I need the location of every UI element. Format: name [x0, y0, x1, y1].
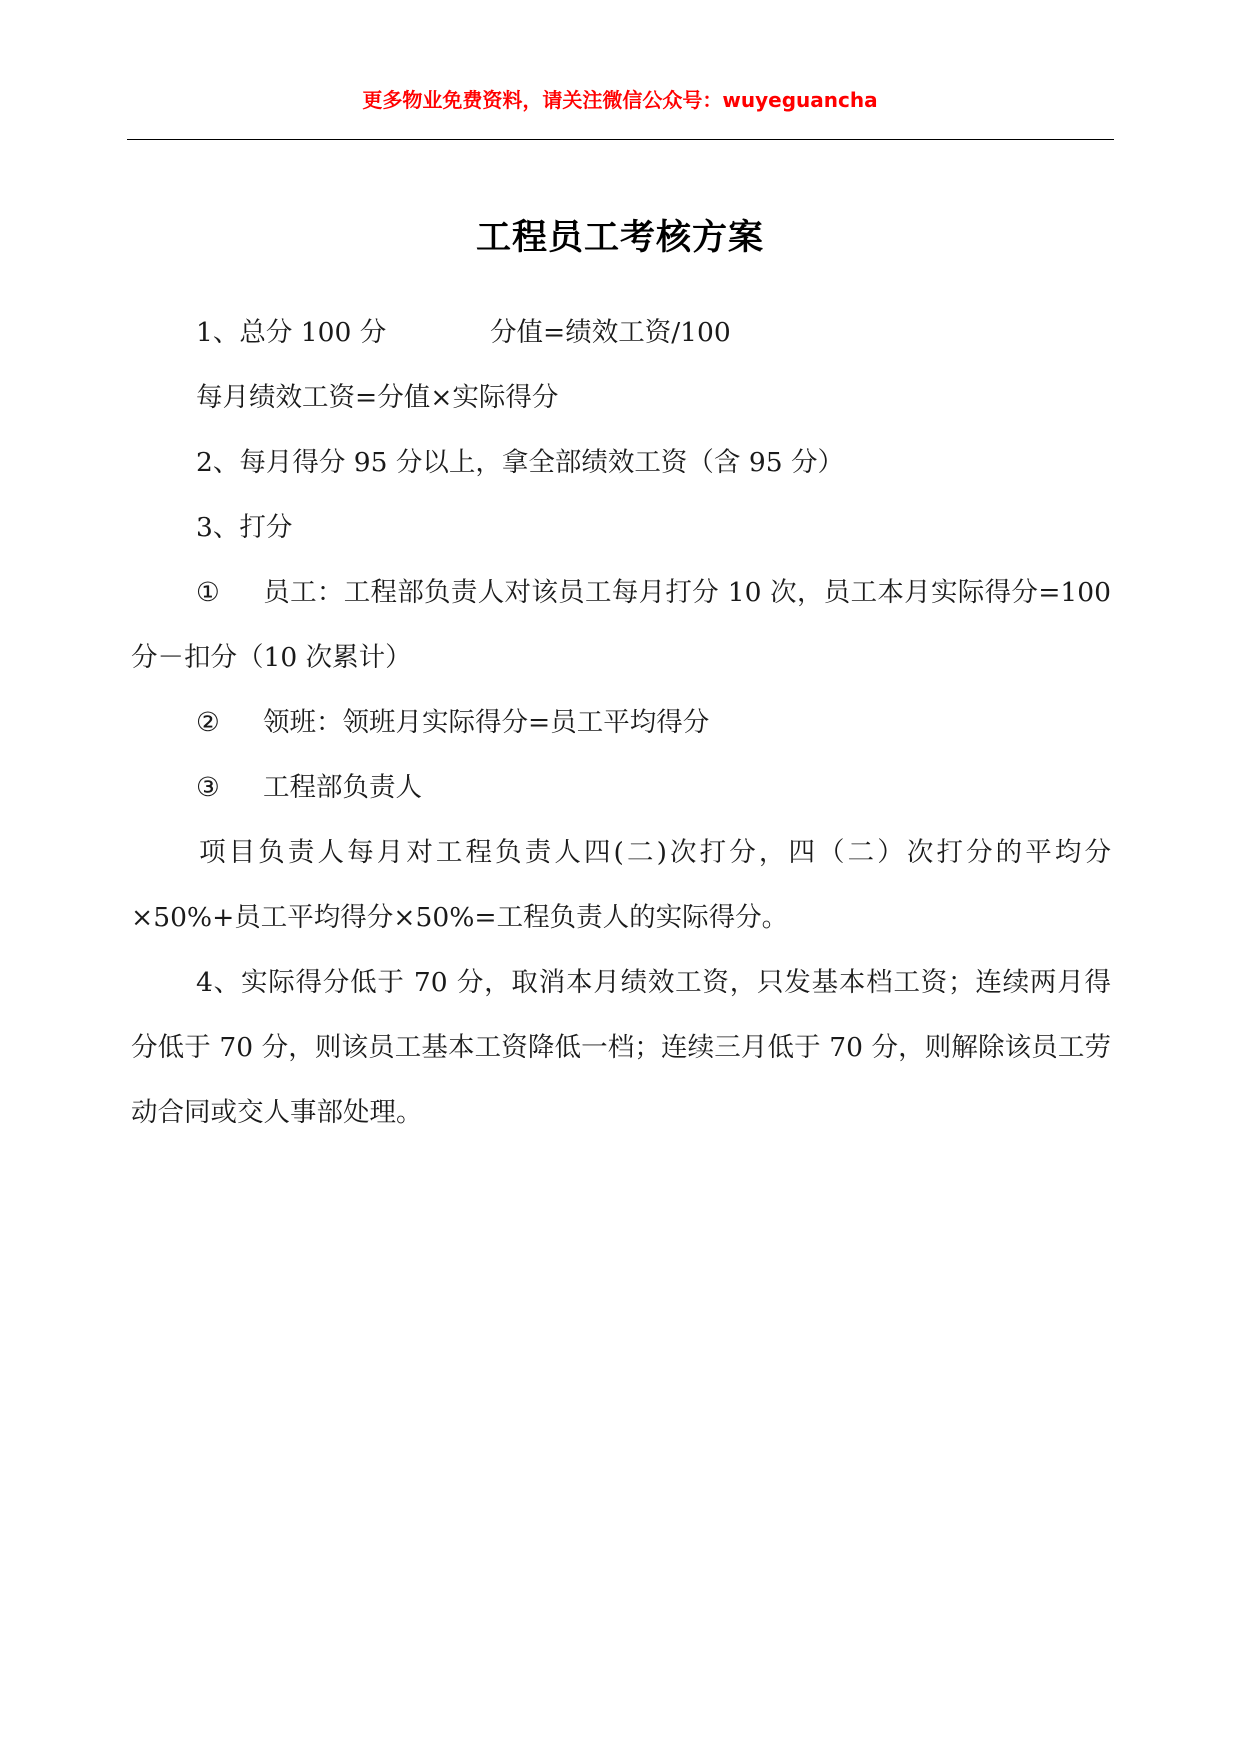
header-divider [127, 139, 1114, 140]
monthly-formula: 每月绩效工资=分值×实际得分 [196, 382, 559, 413]
sub-item-employee-text: 员工：工程部负责人对该员工每月打分 10 次，员工本月实际得分=100 分－扣分（10 次累计） [131, 577, 1111, 673]
sub-item-marker-1: ① [196, 577, 220, 608]
project-manager-text: 项目负责人每月对工程负责人四(二)次打分，四（二）次打分的平均分×50%+员工平均得分×50%=工程负责人的实际得分。 [131, 837, 1111, 933]
sub-item-foreman-text: 领班：领班月实际得分=员工平均得分 [263, 707, 710, 738]
item3-heading: 3、打分 [196, 512, 293, 543]
document-title: 工程员工考核方案 [475, 218, 764, 258]
sub-item-marker-2: ② [196, 707, 220, 738]
header-promo-text: 更多物业免费资料，请关注微信公众号：wuyeguancha [362, 88, 878, 112]
sub-item-foreman [196, 690, 709, 755]
item1-total: 1、总分 100 分 [196, 317, 387, 348]
item1-formula: 分值=绩效工资/100 [490, 317, 731, 348]
sub-item-marker-3: ③ [196, 772, 220, 803]
item4-text: 4、实际得分低于 70 分，取消本月绩效工资，只发基本档工资；连续两月得分低于 70 分，则该员工基本工资降低一档；连续三月低于 70 分，则解除该员工劳动合同或交人事部处理。 [131, 967, 1111, 1128]
item2: 2、每月得分 95 分以上，拿全部绩效工资（含 95 分） [196, 447, 844, 478]
item4-paragraph [131, 950, 1111, 1145]
project-manager-paragraph [131, 820, 1111, 950]
sub-item-employee [131, 560, 1111, 690]
sub-item-engineering-head-text: 工程部负责人 [263, 772, 422, 803]
sub-item-engineering-head [196, 755, 422, 820]
